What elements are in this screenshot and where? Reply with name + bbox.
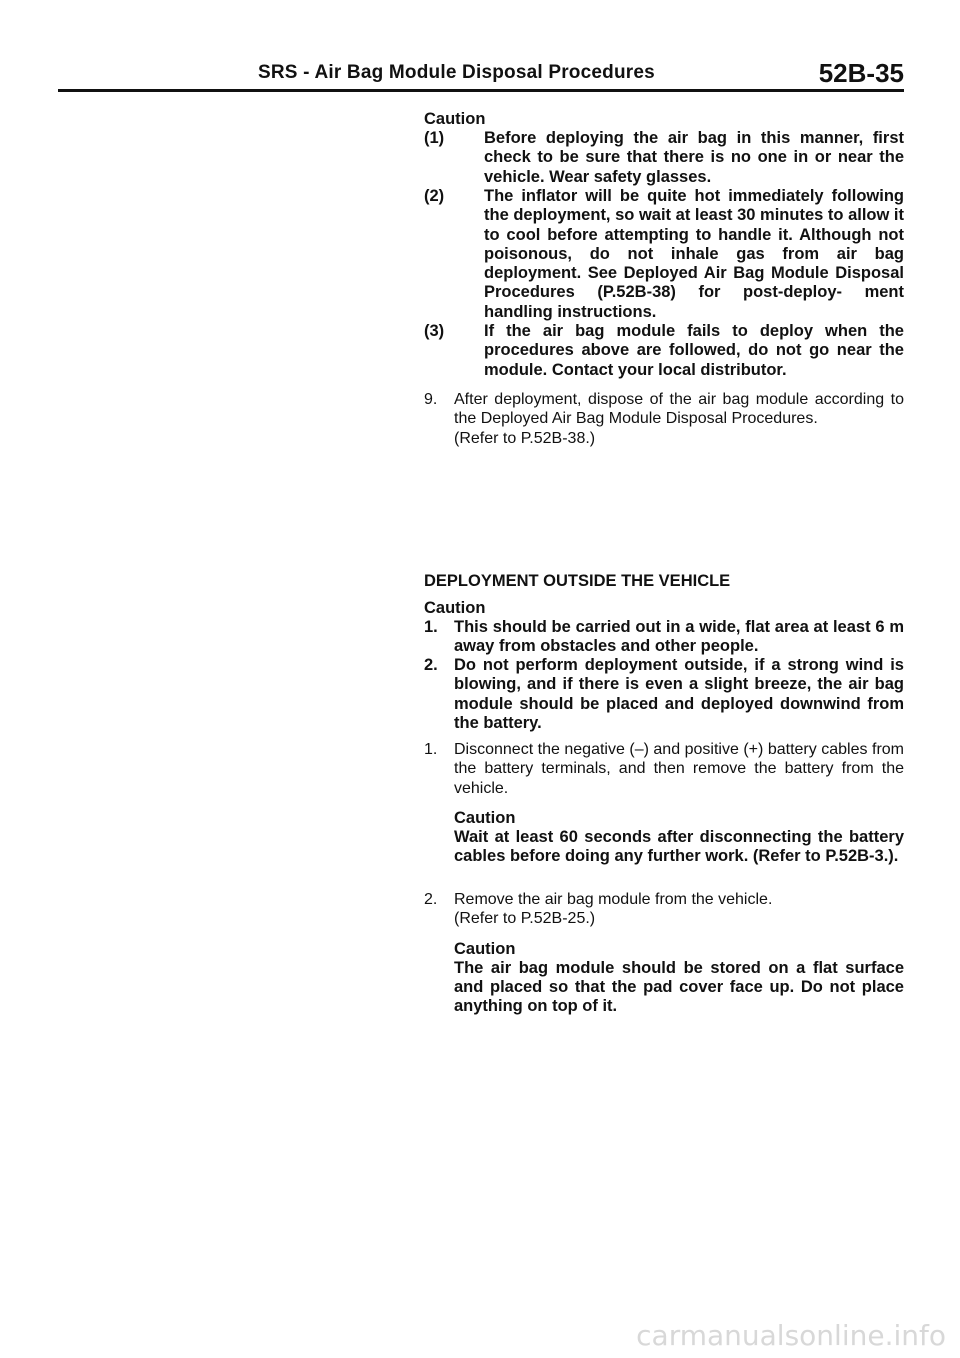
item-text: The inflator will be quite hot immediately following the deployment, so wait at least 30 minutes to allow it to cool before attempting to handle it. Although not poisonous, do not inhale gas from air bag deployment. See Deployed Air Bag Module Disposal Procedures (P.52B-38) for post-deploy- ment handling instructions. [484,187,904,321]
item-text: If the air bag module fails to deploy when the procedures above are followed, do not go near the module. Contact your local distributor. [484,322,904,379]
outside-step-2 [424,890,904,1017]
header-rule [58,89,904,92]
item-number: 2. [424,656,438,674]
caution-item-3 [424,322,904,380]
section-outside [424,572,904,619]
item-text: Do not perform deployment outside, if a strong wind is blowing, and if there is even a slight breeze, the air bag module should be placed and deployed downwind from the battery. [454,656,904,732]
caution-block-inside [424,110,904,129]
step-text: Disconnect the negative (–) and positive (+) battery cables from the battery terminals, and then remove the battery from the vehicle. [454,741,904,797]
step-9 [424,390,904,448]
step-text: After deployment, dispose of the air bag module according to the Deployed Air Bag Module Disposal Procedures. [454,391,904,428]
item-number: (2) [424,187,445,205]
outside-caution-item-2 [424,656,904,733]
step-number: 2. [424,891,438,908]
caution-heading: Caution [454,939,516,958]
item-number: 1. [424,618,438,636]
step-text: Remove the air bag module from the vehicle. [454,891,773,908]
item-text: This should be carried out in a wide, flat area at least 6 m away from obstacles and other people. [454,618,904,656]
caution-item-1 [424,129,904,187]
step-reference: (Refer to P.52B-38.) [454,429,596,447]
caution-text: Wait at least 60 seconds after disconnecting the battery cables before doing any further work. (Refer to P.52B-3.). [454,828,904,866]
step-number: 9. [424,391,438,408]
outside-step-1 [424,740,904,867]
caution-heading: Caution [424,599,486,618]
caution-text: The air bag module should be stored on a flat surface and placed so that the pad cover face up. Do not place anything on top of it. [454,958,904,1016]
page-header [58,58,904,92]
item-number: (1) [424,129,445,147]
caution-heading: Caution [424,110,486,128]
step-reference: (Refer to P.52B-25.) [454,910,596,928]
item-text: Before deploying the air bag in this manner, first check to be sure that there is no one in or near the vehicle. Wear safety glasses. [484,129,904,186]
step-number: 1. [424,741,438,758]
watermark: carmanualsonline.info [636,1319,946,1352]
item-number: (3) [424,322,445,340]
page-number: 52B-35 [818,58,904,88]
caution-heading: Caution [454,808,516,827]
caution-item-2 [424,187,904,322]
page-title: SRS - Air Bag Module Disposal Procedures [258,62,655,83]
outside-caution-item-1 [424,618,904,657]
section-heading: DEPLOYMENT OUTSIDE THE VEHICLE [424,572,731,590]
